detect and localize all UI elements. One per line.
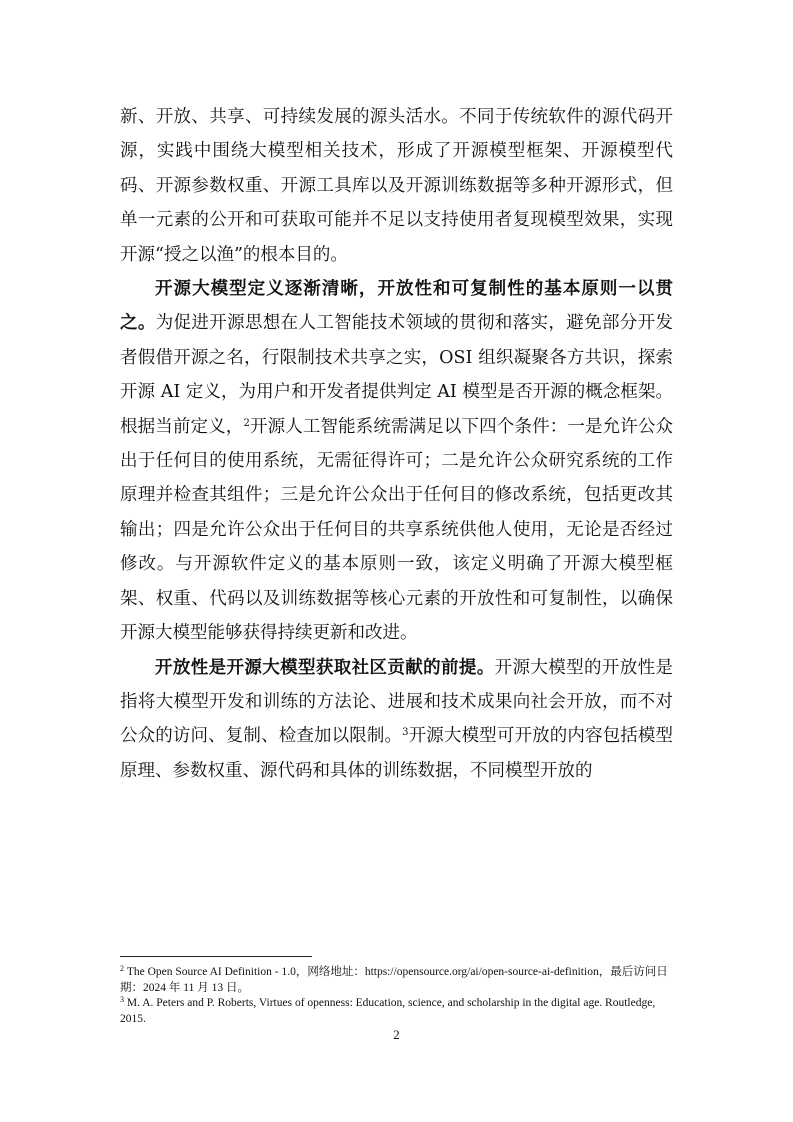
paragraph-2-text-b: 开源人工智能系统需满足以下四个条件：一是允许公众出于任何目的使用系统，无需征得许可；二是允许公众研究系统的工作原理并检查其组件；三是允许公众出于任何目的修改系统，包括更改其输出；四是允许公众出于任何目的共享系统供他人使用，无论是否经过修改。与开源软件定义的基本原则一致，该定义明确了开源大模型框架、权重、代码以及训练数据等核心元素的开放性和可复制性，以确保开源大模型能够获得持续更新和改进。 — [120, 416, 674, 644]
paragraph-2-text-a: 为促进开源思想在人工智能技术领域的贯彻和落实，避免部分开发者假借开源之名，行限制技术共享之实，OSI 组织凝聚各方共识，探索开源 AI 定义，为用户和开发者提供判定 AI 模型是否开源的概念框架。根据当前定义， — [120, 313, 674, 437]
footnote-2 — [120, 965, 680, 996]
page-number: 2 — [393, 1027, 400, 1042]
footnote-text: The Open Source AI Definition - 1.0，网络地址：https://opensource.org/ai/open-source-ai-definition，最后访问日期：2024 年 11 月 13 日。 — [120, 966, 668, 994]
footnote-text: M. A. Peters and P. Roberts, Virtues of openness: Education, science, and scholarship in the digital age. Routledge, 2015. — [120, 997, 656, 1025]
paragraph-3-text-a: 开源大模型的开放性是指将大模型开发和训练的方法论、进展和技术成果向社会开放，而不对公众的访问、复制、检查加以限制。 — [120, 657, 673, 747]
footnote-divider — [120, 956, 312, 957]
paragraph-1 — [120, 100, 673, 272]
paragraph-3-text-b: 开源大模型可开放的内容包括模型原理、参数权重、源代码和具体的训练数据，不同模型开放的 — [120, 726, 674, 781]
footnote-3 — [120, 996, 680, 1027]
footnote-number: 3 — [120, 995, 124, 1005]
paragraph-2 — [120, 272, 673, 650]
footnotes — [120, 965, 680, 1027]
body-text — [120, 100, 673, 788]
paragraph-2-heading: 开源大模型定义逐渐清晰，开放性和可复制性的基本原则一以贯之。 — [120, 279, 673, 334]
footnote-ref-3[interactable]: 3 — [402, 727, 409, 739]
paragraph-1-text: 新、开放、共享、可持续发展的源头活水。不同于传统软件的源代码开源，实践中围绕大模型相关技术，形成了开源模型框架、开源模型代码、开源参数权重、开源工具库以及开源训练数据等多种开源形式，但单一元素的公开和可获取可能并不足以支持使用者复现模型效果，实现开源“授之以渔”的根本目的。 — [120, 107, 673, 265]
footnote-ref-2[interactable]: 2 — [243, 417, 250, 429]
footnote-number: 2 — [120, 964, 124, 973]
paragraph-3-heading: 开放性是开源大模型获取社区贡献的前提。 — [155, 657, 495, 678]
paragraph-3 — [120, 651, 673, 789]
